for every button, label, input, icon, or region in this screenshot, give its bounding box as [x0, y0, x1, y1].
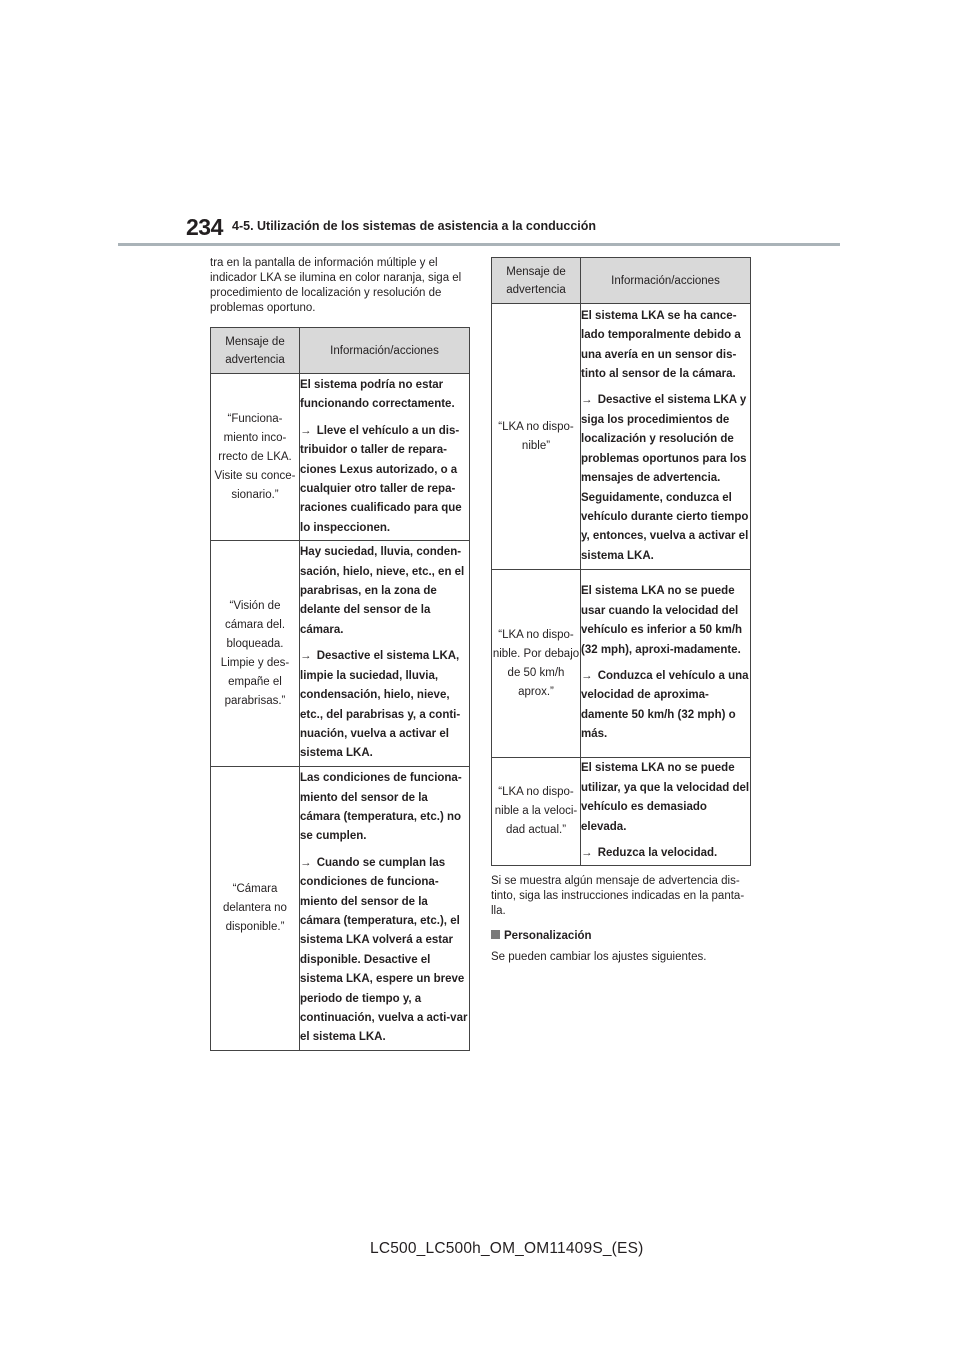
column-header-info: Información/acciones — [581, 258, 751, 304]
info-cell — [300, 374, 470, 541]
table-row — [211, 374, 470, 541]
action-label: Reduzca la velocidad. — [597, 847, 718, 860]
arrow-right-icon: → — [300, 650, 312, 663]
section-title: 4-5. Utilización de los sistemas de asistencia a la conducción — [232, 219, 597, 233]
warning-message: “LKA no dispo-nible” — [492, 304, 581, 570]
table-row — [492, 570, 751, 758]
info-text: Hay suciedad, lluvia, conden-sación, hielo, nieve, etc., en el parabrisas, en la zona de delante del sensor de la cámara. — [300, 546, 465, 636]
subheading-personalizacion — [491, 930, 592, 942]
action-text — [300, 854, 469, 1048]
table-row — [211, 767, 470, 1051]
column-header-message: Mensaje de advertencia — [211, 328, 300, 374]
intro-paragraph: tra en la pantalla de información múltiple y el indicador LKA se ilumina en color naranja, siga el procedimiento de localización y resolución de problemas oportuno. — [210, 257, 462, 314]
arrow-right-icon: → — [581, 670, 593, 682]
action-label: Desactive el sistema LKA, limpie la suciedad, lluvia, condensación, hielo, nieve, etc., del parabrisas y, a conti-nuación, vuelva a activar el sistema LKA. — [300, 650, 461, 760]
action-text — [581, 844, 750, 863]
info-text: El sistema LKA se ha cance-lado temporalmente debido a una avería en un sensor dis-tinto al sensor de la cámara. — [581, 309, 741, 381]
warning-table-left — [210, 327, 470, 1051]
warning-message: “Funciona-miento inco-rrecto de LKA. Visite su conce-sionario.” — [211, 374, 300, 541]
action-text — [581, 391, 750, 566]
action-label: Lleve el vehículo a un dis-tribuidor o taller de repara-ciones Lexus autorizado, o a cualquier otro taller de repa-raciones cualificado para que lo inspeccionen. — [300, 424, 462, 534]
column-header-info: Información/acciones — [300, 328, 470, 374]
action-label: Desactive el sistema LKA y siga los procedimientos de localización y resolución de problemas oportunos para los mensajes de advertencia. Seguidamente, conduzca el vehículo durante cierto tiempo y, entonces, vuelva a activar el sistema LKA. — [581, 394, 749, 562]
subheading-text: Personalización — [504, 930, 592, 942]
info-cell — [581, 758, 751, 866]
action-text — [581, 667, 750, 745]
page-number: 234 — [186, 214, 223, 240]
info-text: El sistema podría no estar funcionando correctamente. — [300, 378, 455, 411]
table-row — [492, 304, 751, 570]
square-bullet-icon — [491, 930, 500, 939]
info-cell — [300, 767, 470, 1051]
column-header-message: Mensaje de advertencia — [492, 258, 581, 304]
action-label: Conduzca el vehículo a una velocidad de aproxima-damente 50 km/h (32 mph) o más. — [581, 670, 749, 741]
arrow-right-icon: → — [581, 847, 593, 860]
arrow-right-icon: → — [300, 424, 312, 437]
arrow-right-icon: → — [581, 394, 593, 407]
warning-message: “LKA no dispo-nible a la veloci-dad actual.” — [492, 758, 581, 866]
action-label: Cuando se cumplan las condiciones de funciona-miento del sensor de la cámara (temperatura, etc.), el sistema LKA volverá a estar disponible. Desactive el sistema LKA, espere un breve periodo de tiempo y, a continuación, vuelva a acti-var el sistema LKA. — [300, 856, 468, 1044]
header-divider — [118, 243, 840, 246]
document-code: LC500_LC500h_OM_OM11409S_(ES) — [370, 1240, 644, 1257]
info-text: Las condiciones de funciona-miento del sensor de la cámara (temperatura, etc.) no se cumplen. — [300, 772, 462, 843]
warning-message: “Visión de cámara del. bloqueada. Limpie y des-empañe el parabrisas.” — [211, 541, 300, 767]
table-row — [492, 758, 751, 866]
info-text: El sistema LKA no se puede usar cuando la velocidad del vehículo es inferior a 50 km/h (32 mph), aproxi-madamente. — [581, 585, 743, 656]
customization-paragraph: Se pueden cambiar los ajustes siguientes. — [491, 951, 707, 963]
info-text: El sistema LKA no se puede utilizar, ya que la velocidad del vehículo es demasiado elevada. — [581, 762, 750, 833]
table-row — [211, 541, 470, 767]
info-cell — [581, 570, 751, 758]
info-cell — [300, 541, 470, 767]
warning-table-right — [491, 257, 751, 866]
action-text — [300, 647, 469, 763]
after-table-paragraph: Si se muestra algún mensaje de advertencia dis-tinto, siga las instrucciones indicadas en la panta-lla. — [491, 875, 745, 917]
info-cell — [581, 304, 751, 570]
arrow-right-icon: → — [300, 856, 312, 869]
warning-message: “Cámara delantera no disponible.” — [211, 767, 300, 1051]
warning-message: “LKA no dispo-nible. Por debajo de 50 km/h aprox.” — [492, 570, 581, 758]
action-text — [300, 422, 469, 538]
